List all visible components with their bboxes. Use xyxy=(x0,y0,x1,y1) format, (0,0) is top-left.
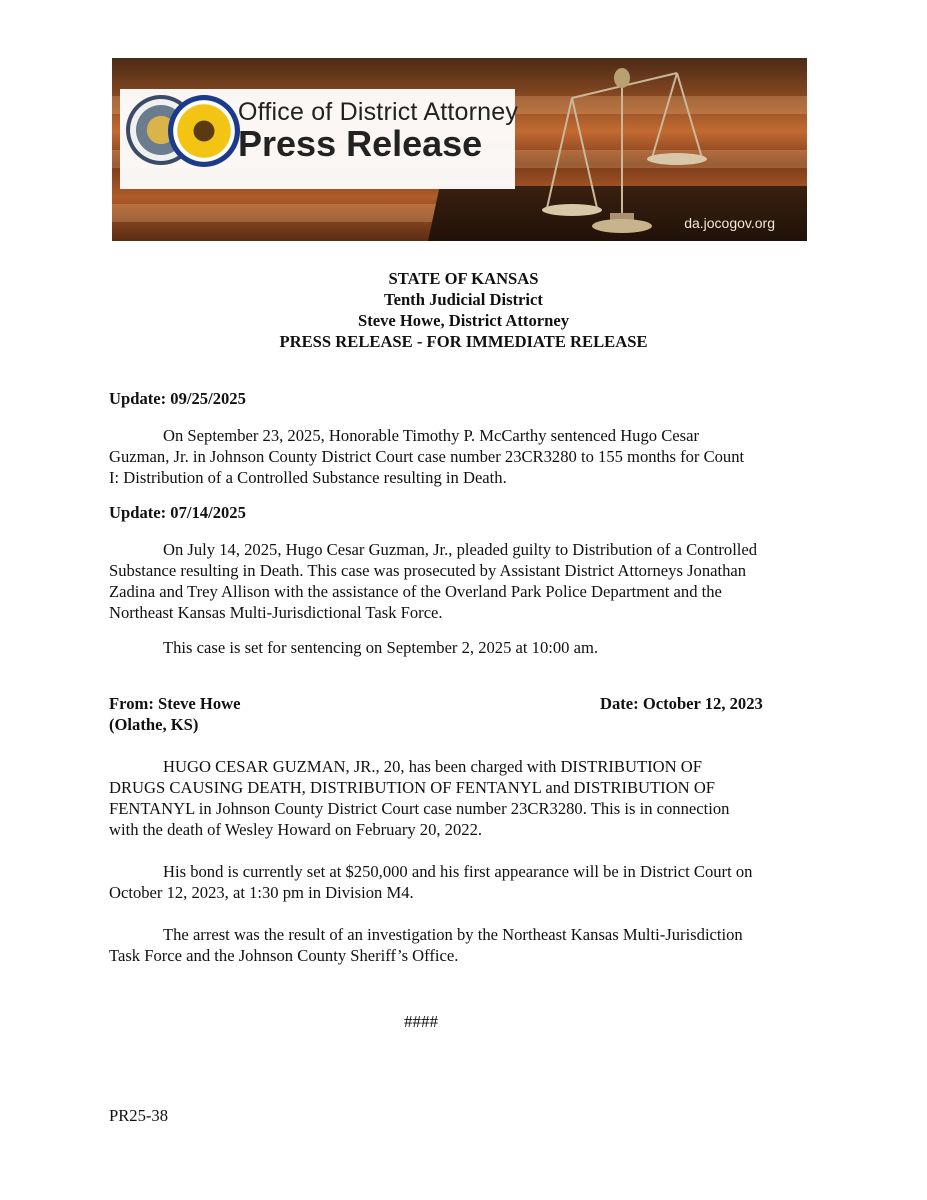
banner-office-title: Office of District Attorney xyxy=(238,98,519,126)
paragraph-line: HUGO CESAR GUZMAN, JR., 20, has been charged with DISTRIBUTION OF xyxy=(163,757,702,776)
paragraph-line: Zadina and Trey Allison with the assistance of the Overland Park Police Department and the xyxy=(109,582,722,601)
paragraph-line: The arrest was the result of an investigation by the Northeast Kansas Multi-Jurisdiction xyxy=(163,925,743,944)
scales-of-justice-icon xyxy=(522,58,722,241)
paragraph-line: On September 23, 2025, Honorable Timothy P. McCarthy sentenced Hugo Cesar xyxy=(163,426,700,445)
press-release-banner xyxy=(112,58,807,241)
paragraph-line: with the death of Wesley Howard on February 20, 2022. xyxy=(109,820,483,839)
paragraph-line: Northeast Kansas Multi-Jurisdictional Task Force. xyxy=(109,603,443,622)
paragraph-line: Guzman, Jr. in Johnson County District Court case number 23CR3280 to 155 months for Count xyxy=(109,447,745,466)
paragraph-line: His bond is currently set at $250,000 and his first appearance will be in District Court on xyxy=(163,862,753,881)
paragraph-line: FENTANYL in Johnson County District Court case number 23CR3280. This is in connection xyxy=(109,799,730,818)
johnson-county-seal-icon xyxy=(168,95,240,167)
header-state: STATE OF KANSAS xyxy=(388,269,539,288)
banner-url: da.jocogov.org xyxy=(684,215,775,231)
paragraph-line: I: Distribution of a Controlled Substance resulting in Death. xyxy=(109,468,507,487)
date-line: Date: October 12, 2023 xyxy=(600,694,763,713)
header-district: Tenth Judicial District xyxy=(384,290,543,309)
paragraph-line: Task Force and the Johnson County Sheriff’s Office. xyxy=(109,946,459,965)
header-district-attorney: Steve Howe, District Attorney xyxy=(357,311,570,330)
paragraph-line: DRUGS CAUSING DEATH, DISTRIBUTION OF FENTANYL and DISTRIBUTION OF xyxy=(109,778,716,797)
header-release-type: PRESS RELEASE - FOR IMMEDIATE RELEASE xyxy=(279,332,648,351)
end-mark: #### xyxy=(404,1012,438,1031)
update-heading: Update: 07/14/2025 xyxy=(109,503,246,522)
paragraph-line: October 12, 2023, at 1:30 pm in Division M4. xyxy=(109,883,414,902)
from-line: From: Steve Howe xyxy=(109,694,241,713)
release-number: PR25-38 xyxy=(109,1106,169,1125)
banner-press-release-title: Press Release xyxy=(238,123,483,164)
paragraph-line: Substance resulting in Death. This case was prosecuted by Assistant District Attorneys Jonathan xyxy=(109,561,747,580)
update-heading: Update: 09/25/2025 xyxy=(109,389,246,408)
paragraph-line: On July 14, 2025, Hugo Cesar Guzman, Jr., pleaded guilty to Distribution of a Controlled xyxy=(163,540,758,559)
location-line: (Olathe, KS) xyxy=(109,715,199,734)
sentencing-note: This case is set for sentencing on September 2, 2025 at 10:00 am. xyxy=(163,638,599,657)
